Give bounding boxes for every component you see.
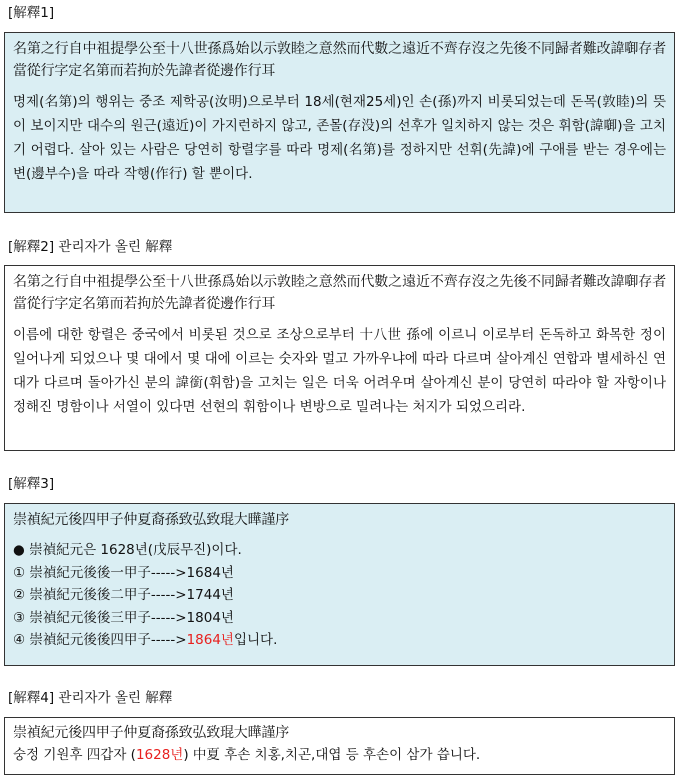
section-3-line-2: ② 崇禎紀元後後二甲子----->1744년 [13,587,234,603]
section-4-korean: 숭정 기원후 四갑자 (1628년) 中夏 후손 치홍,치곤,대엽 등 후손이 삼가 씁니다. [13,747,481,763]
section-3-line-3: ③ 崇禎紀元後後三甲子----->1804년 [13,609,234,626]
section-4-box [4,717,675,775]
section-1-hanmun: 名第之行自中祖提學公至十八世孫爲始以示敦睦之意然而代數之遠近不齊存沒之先後不同歸者難改諱啣存者當從行字定名第而若拘於先諱者從邊作行耳 [13,41,666,79]
section-3-line-4: ④ 崇禎紀元後後四甲子----->1864년입니다. [13,632,278,648]
section-3-heading: [解釋3] [8,476,55,492]
section-2-hanmun: 名第之行自中祖提學公至十八世孫爲始以示敦睦之意然而代數之遠近不齊存沒之先後不同歸者難改諱啣存者當從行字定名第而若拘於先諱者從邊作行耳 [13,274,666,312]
section-2-box [4,265,675,451]
highlight-year-1628: 1628년 [135,747,184,763]
section-3-line-1: ① 崇禎紀元後後一甲子----->1684년 [13,564,234,581]
highlight-year-1864: 1864년 [186,632,234,648]
section-1-heading: [解釋1] [8,5,55,21]
section-2-korean: 이름에 대한 항렬은 중국에서 비롯된 것으로 조상으로부터 十八世 孫에 이르니 이로부터 돈독하고 화목한 정이 일어나게 되었으나 몇 대에서 몇 대에 이르는 숫자와 멀고 가까우냐에 따라 다르며 살아계신 연합과 별세하신 연대가 다르며 돌아가신 분의 諱銜(휘함)을 고치는 일은 더욱 어려우며 살아계신 분이 당연히 따라야 할 자항이나 정해진 명함이나 서열이 있다면 선현의 휘함이나 변방으로 밀려나는 처지가 되었으리라. [13,327,666,415]
section-1-box [4,32,675,213]
section-1-korean: 명제(名第)의 행위는 중조 제학공(汝明)으로부터 18세(현재25세)인 손(孫)까지 비롯되었는데 돈목(敦睦)의 뜻이 보이지만 대수의 원근(遠近)이 가지런하지 않고, 존몰(存没)의 선후가 일치하지 않는 것은 휘함(諱啣)을 고치기 어렵다. 살아 있는 사람은 당연히 항렬字를 따라 명제(名第)를 정하지만 선휘(先諱)에 구애를 받는 경우에는 변(邊부수)을 따라 작행(作行) 할 뿐이다. [13,94,666,182]
section-4-hanmun: 崇禎紀元後四甲子仲夏裔孫致弘致琨大曄謹序 [13,725,289,741]
section-3-hanmun: 崇禎紀元後四甲子仲夏裔孫致弘致琨大曄謹序 [13,512,289,528]
section-4-heading: [解釋4] 관리자가 올린 解釋 [8,690,173,706]
section-2-heading: [解釋2] 관리자가 올린 解釋 [8,239,173,255]
section-3-line-base: ● 崇禎紀元은 1628년(戊辰무진)이다. [13,542,242,558]
section-3-box [4,503,675,666]
